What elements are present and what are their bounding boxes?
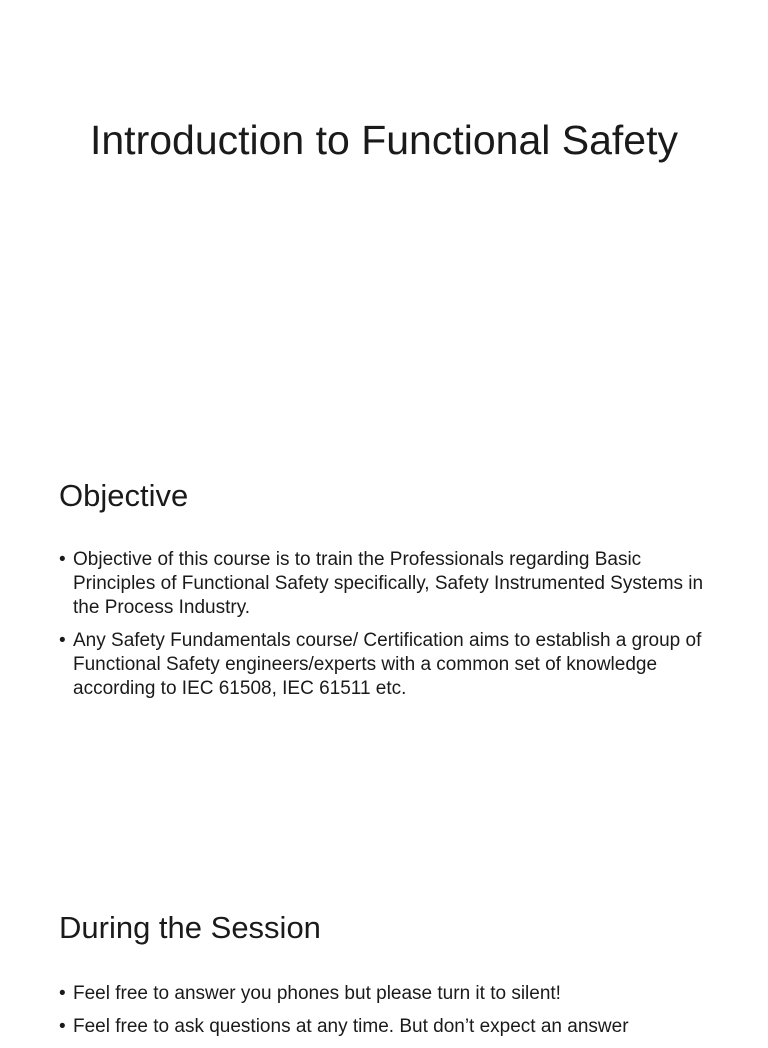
session-bullet-item [59, 982, 709, 1006]
objective-bullet-item [59, 629, 709, 701]
slide-objective [0, 432, 768, 864]
presentation-title: Introduction to Functional Safety [89, 117, 678, 163]
bullet-icon: • [59, 630, 66, 651]
bullet-icon: • [59, 1016, 66, 1037]
objective-heading: Objective [59, 478, 189, 513]
session-bullet-item [59, 1015, 709, 1039]
slide-during-session [0, 864, 768, 1037]
objective-bullet-text: Any Safety Fundamentals course/ Certification aims to establish a group of Functional Safety engineers/experts with a common set of knowledge according to IEC 61508, IEC 61511 etc. [73, 630, 702, 699]
session-bullet-list [59, 982, 709, 1048]
bullet-icon: • [59, 983, 66, 1004]
session-bullet-text: Feel free to answer you phones but please turn it to silent! [73, 983, 561, 1004]
objective-bullet-list [59, 548, 709, 710]
bullet-icon: • [59, 549, 66, 570]
objective-bullet-item [59, 548, 709, 620]
session-bullet-text: Feel free to ask questions at any time. But don’t expect an answer [73, 1016, 629, 1037]
objective-bullet-text: Objective of this course is to train the Professionals regarding Basic Principles of Functional Safety specifically, Safety Instrumented Systems in the Process Industry. [73, 549, 704, 618]
slide-title [0, 0, 768, 432]
session-heading: During the Session [59, 910, 321, 945]
